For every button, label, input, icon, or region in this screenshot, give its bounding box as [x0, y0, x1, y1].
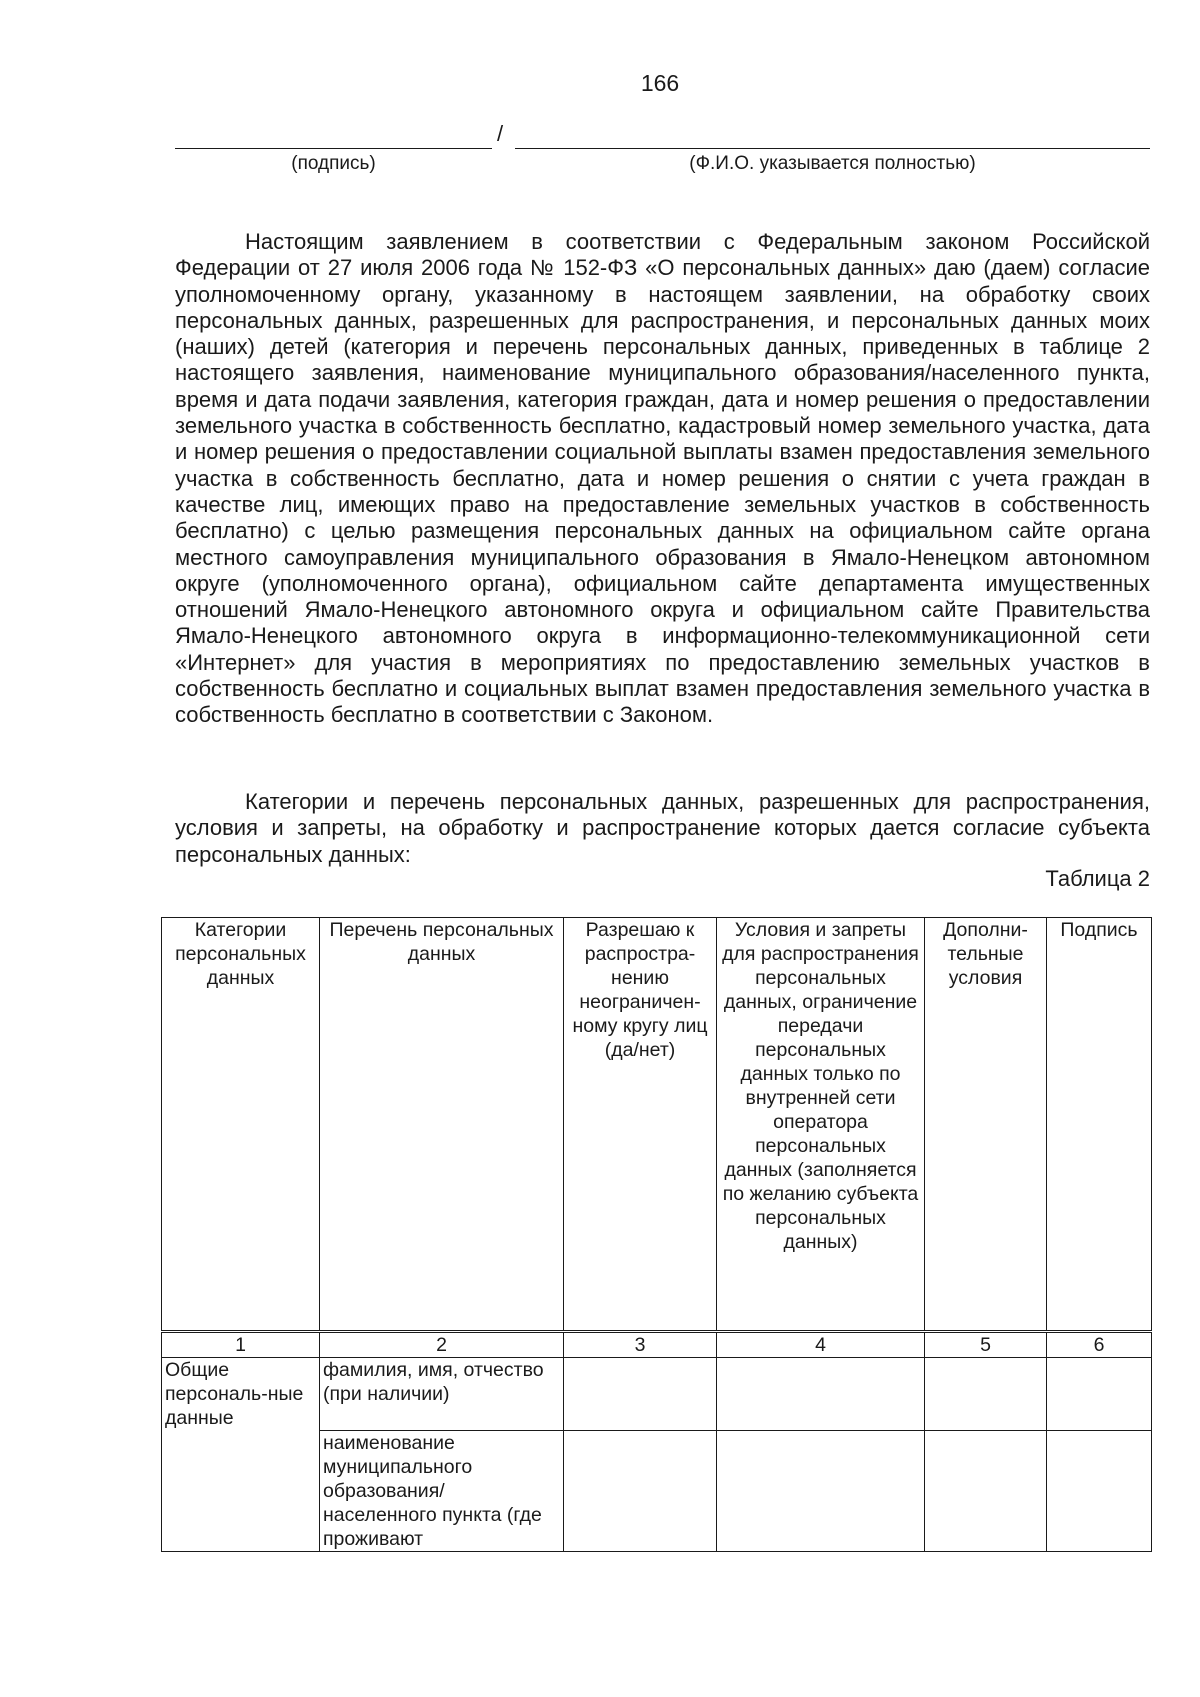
- consent-paragraph: Настоящим заявлением в соответствии с Федеральным законом Российской Федерации от 27 июля 2006 года № 152-ФЗ «О персональных данных» даю (даем) согласие уполномоченному органу, указанному в настоящем заявлении, на обработку своих персональных данных, разрешенных для распространения, и персональных данных моих (наших) детей (категория и перечень персональных данных, приведенных в таблице 2 настоящего заявления, наименование муниципального образования/населенного пункта, время и дата подачи заявления, категория граждан, дата и номер решения о предоставлении земельного участка в собственность бесплатно, кадастровый номер земельного участка, дата и номер решения о предоставлении социальной выплаты взамен предоставления земельного участка в собственность бесплатно, дата и номер решения о снятии с учета граждан в качестве лиц, имеющих право на предоставление земельных участков в собственность бесплатно) с целью размещения персональных данных на официальном сайте органа местного самоуправления муниципального образования в Ямало-Ненецком автономном округе (уполномоченного органа), официальном сайте департамента имущественных отношений Ямало-Ненецкого автономного округа и официальном сайте Правительства Ямало-Ненецкого автономного округа в информационно-телекоммуникационной сети «Интернет» для участия в мероприятиях по предоставлению земельных участков в собственность бесплатно и социальных выплат взамен предоставления земельного участка в собственность бесплатно в соответствии с Законом.: [175, 229, 1150, 728]
- column-number: 3: [564, 1332, 717, 1358]
- column-number: 4: [717, 1332, 925, 1358]
- signature-line: [175, 148, 492, 149]
- full-name-line: [515, 148, 1150, 149]
- column-number: 6: [1047, 1332, 1152, 1358]
- additional-cell[interactable]: [925, 1358, 1047, 1431]
- table-caption: Таблица 2: [1045, 866, 1150, 891]
- signature-cell[interactable]: [1047, 1358, 1152, 1431]
- permission-cell[interactable]: [564, 1358, 717, 1431]
- table-row: [162, 1358, 1152, 1431]
- column-number: 5: [925, 1332, 1047, 1358]
- header-signature: Подпись: [1047, 918, 1152, 1332]
- conditions-cell[interactable]: [717, 1431, 925, 1552]
- header-conditions: Условия и запреты для распространения персональных данных, ограничение передачи персональных данных только по внутренней сети оператора персональных данных (заполняется по желанию субъекта персональных данных): [717, 918, 925, 1332]
- full-name-caption: (Ф.И.О. указывается полностью): [689, 153, 976, 174]
- additional-cell[interactable]: [925, 1431, 1047, 1552]
- page-number: 166: [640, 70, 680, 96]
- signature-caption: (подпись): [291, 153, 376, 174]
- data-item-cell: фамилия, имя, отчество (при наличии): [320, 1358, 564, 1431]
- conditions-cell[interactable]: [717, 1358, 925, 1431]
- header-list: Перечень персональных данных: [320, 918, 564, 1332]
- personal-data-table: [161, 917, 1152, 1552]
- permission-cell[interactable]: [564, 1431, 717, 1552]
- header-categories: Категории персональных данных: [162, 918, 320, 1332]
- header-additional: Дополни-тельные условия: [925, 918, 1047, 1332]
- column-number-row: [162, 1332, 1152, 1358]
- category-cell: Общие персональ-ные данные: [162, 1358, 320, 1552]
- categories-paragraph: Категории и перечень персональных данных, разрешенных для распространения, условия и запреты, на обработку и распространение которых дается согласие субъекта персональных данных:: [175, 789, 1150, 867]
- column-number: 1: [162, 1332, 320, 1358]
- header-permission: Разрешаю к распростра-нению неограничен-ному кругу лиц (да/нет): [564, 918, 717, 1332]
- data-item-cell: наименование муниципального образования/ населенного пункта (где проживают: [320, 1431, 564, 1552]
- signature-cell[interactable]: [1047, 1431, 1152, 1552]
- column-number: 2: [320, 1332, 564, 1358]
- table-header-row: [162, 918, 1152, 1332]
- signature-separator: /: [497, 121, 504, 146]
